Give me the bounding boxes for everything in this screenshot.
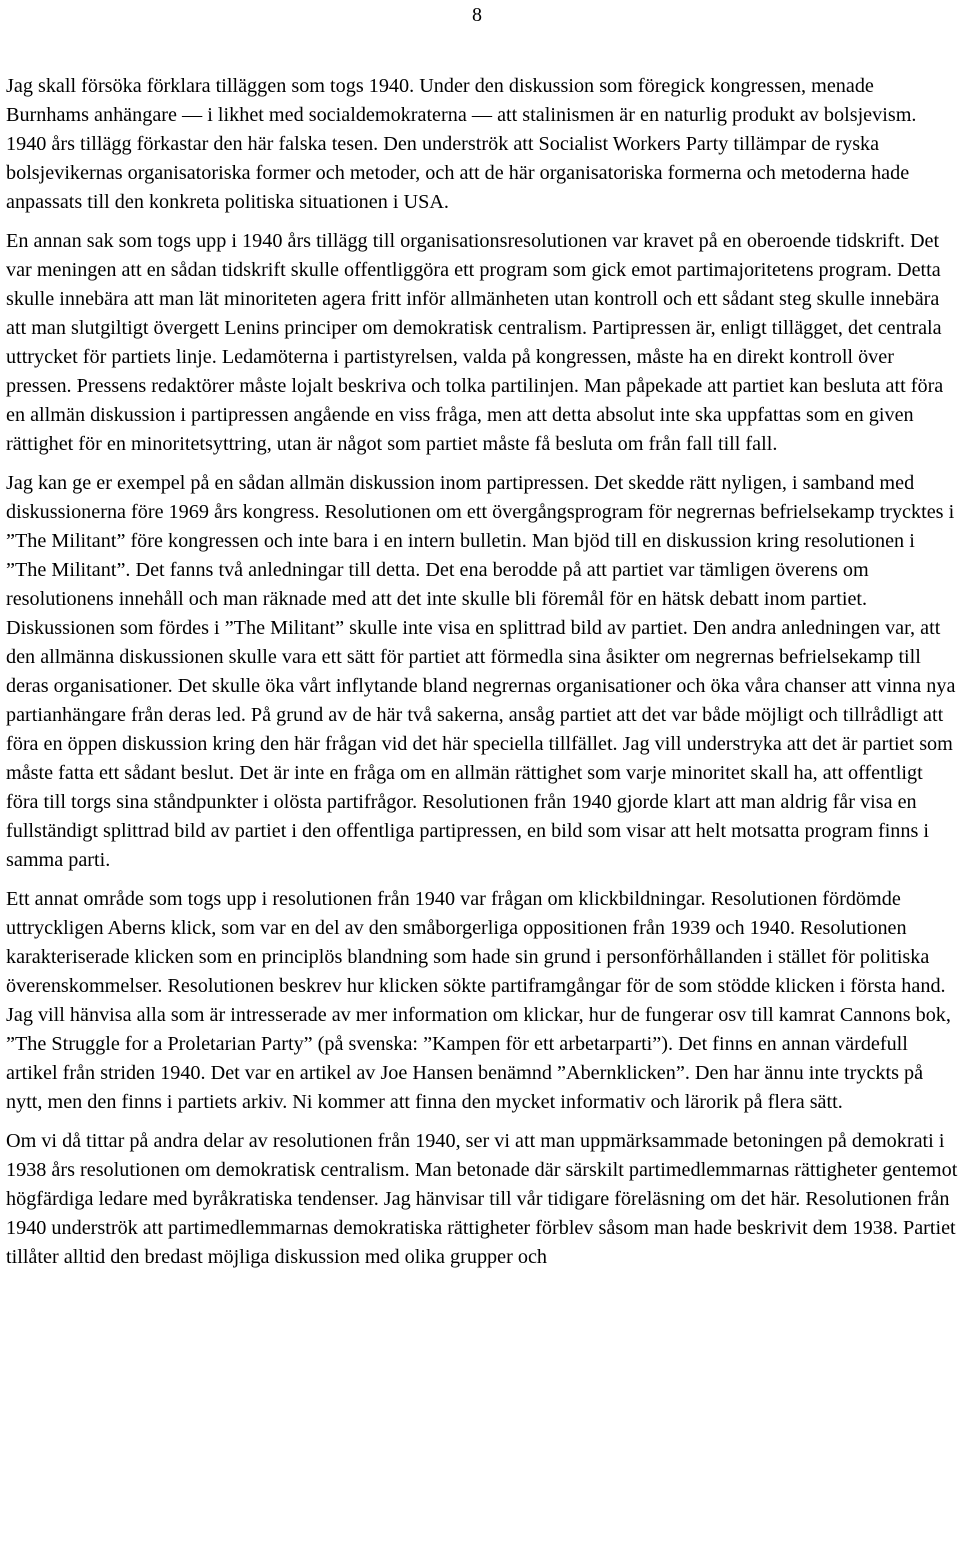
paragraph: Ett annat område som togs upp i resolutionen från 1940 var frågan om klickbildningar. Resolutionen fördömde uttryckligen Aberns klick, som var en del av den småborgerliga oppositionen från 1939 och 1940. Resolutionen karakteriserade klicken som en principlös blandning som hade sin grund i personförhållanden i stället för politiska överenskommelser. Resolutionen beskrev hur klicken sökte partiframgångar för de som stödde klicken i första hand. Jag vill hänvisa alla som är intresserade av mer information om klickar, hur de fungerar osv till kamrat Cannons bok, ”The Struggle for a Proletarian Party” (på svenska: ”Kampen för ett arbetarparti”). Det finns en annan värdefull artikel från striden 1940. Det var en artikel av Joe Hansen benämnd ”Abernklicken”. Den har ännu inte tryckts på nytt, men den finns i partiets arkiv. Ni kommer att finna den mycket informativ och lärorik på flera sätt. <box>6 888 951 1113</box>
body-text <box>6 72 958 1282</box>
paragraph: Jag skall försöka förklara tilläggen som togs 1940. Under den diskussion som föregick kongressen, menade Burnhams anhängare — i likhet med socialdemokraterna — att stalinismen är en naturlig produkt av bolsjevism. 1940 års tillägg förkastar den här falska tesen. Den underströk att Socialist Workers Party tillämpar de ryska bolsjevikernas organisatoriska former och metoder, och att de här organisatoriska formerna och metoderna hade anpassats till den konkreta politiska situationen i USA. <box>6 75 917 213</box>
paragraph: Jag kan ge er exempel på en sådan allmän diskussion inom partipressen. Det skedde rätt nyligen, i samband med diskussionerna före 1969 års kongress. Resolutionen om ett övergångsprogram för negrernas befrielsekamp trycktes i ”The Militant” före kongressen och inte bara i en intern bulletin. Man bjöd till en diskussion kring resolutionen i ”The Militant”. Det fanns två anledningar till detta. Det ena berodde på att partiet var tämligen överens om resolutionens innehåll och man räknade med att det inte skulle bli föremål för en hätsk debatt inom partiet. Diskussionen som fördes i ”The Militant” skulle inte visa en splittrad bild av partiet. Den andra anledningen var, att den allmänna diskussionen skulle vara ett sätt för partiet att förmedla sina åsikter om negrernas befrielsekamp till deras organisationer. Det skulle öka vårt inflytande bland negrernas organisationer och öka våra chanser att vinna nya partianhängare från deras led. På grund av de här två sakerna, ansåg partiet att det var både möjligt och tillrådligt att föra en öppen diskussion kring den här frågan vid det här speciella tillfället. Jag vill understryka att det är partiet som måste fatta ett sådant beslut. Det är inte en fråga om en allmän rättighet som varje minoritet skall ha, att offentligt föra till torgs sina ståndpunkter i olösta partifrågor. Resolutionen från 1940 gjorde klart att man aldrig får visa en fullständigt splittrad bild av partiet i den offentliga partipressen, en bild som visar att helt motsatta program finns i samma parti. <box>6 472 956 871</box>
paragraph: Om vi då tittar på andra delar av resolutionen från 1940, ser vi att man uppmärksammade betoningen på demokrati i 1938 års resolutionen om demokratisk centralism. Man betonade där särskilt partimedlemmarnas rättigheter gentemot högfärdiga ledare med byråkratiska tendenser. Jag hänvisar till vår tidigare föreläsning om det här. Resolutionen från 1940 underströk att partimedlemmarnas demokratiska rättigheter förblev såsom man hade beskrivit dem 1938. Partiet tillåter alltid den bredast möjliga diskussion med olika grupper och <box>6 1130 958 1268</box>
page-number: 8 <box>472 4 482 26</box>
paragraph: En annan sak som togs upp i 1940 års tillägg till organisationsresolutionen var kravet på en oberoende tidskrift. Det var meningen att en sådan tidskrift skulle offentliggöra ett program som gick emot partimajoritetens program. Detta skulle innebära att man lät minoriteten agera fritt inför allmänheten utan kontroll och ett sådant steg skulle innebära att man slutgiltigt övergett Lenins principer om demokratisk centralism. Partipressen är, enligt tillägget, det centrala uttrycket för partiets linje. Ledamöterna i partistyrelsen, valda på kongressen, måste ha en direkt kontroll över pressen. Pressens redaktörer måste lojalt beskriva och tolka partilinjen. Man påpekade att partiet kan besluta att föra en allmän diskussion i partipressen angående en viss fråga, men att detta absolut inte ska uppfattas som en given rättighet för en minoritetsyttring, utan är något som partiet måste få besluta om från fall till fall. <box>6 230 944 455</box>
